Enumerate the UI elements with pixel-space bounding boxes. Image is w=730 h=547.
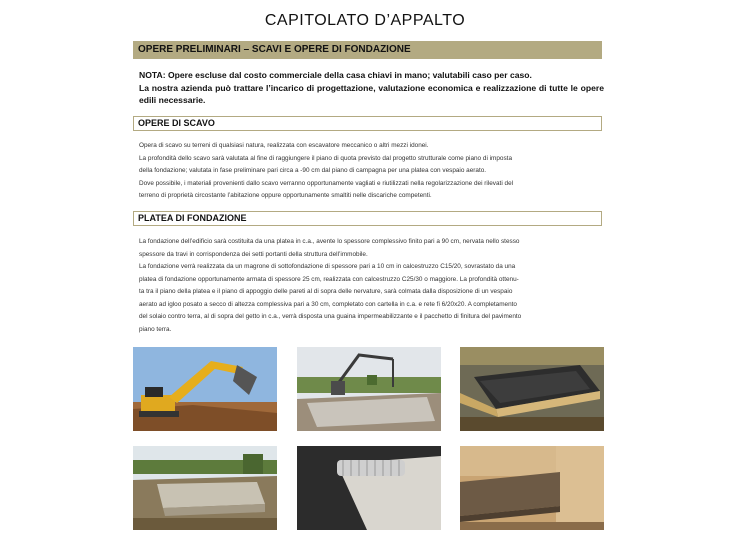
scavo-line: terreno di proprietà circostante l’abitazione oppure opportunamente smaltiti nelle discariche competenti. bbox=[139, 192, 432, 199]
paragraph-scavo bbox=[139, 140, 604, 203]
nota-line-1: NOTA: Opere escluse dal costo commerciale della casa chiavi in mano; valutabili caso per caso. bbox=[139, 70, 532, 80]
photo-excavator bbox=[133, 347, 277, 431]
scavo-line: Dove possibile, i materiali provenienti dallo scavo verranno opportunamente vagliati e riutilizzati nella regolarizzazione dei rilevati del bbox=[139, 179, 514, 187]
platea-line: del solaio contro terra, al di sopra del getto in c.a., verrà disposta una guaina impermeabilizzante e il pacchetto di finitura del pavimento bbox=[139, 313, 522, 320]
platea-line: platea di fondazione opportunamente armata di spessore 25 cm, realizzata con calcestruzzo C25/30 o maggiore. La profondità ottenu- bbox=[139, 275, 519, 283]
photo-wood-wall-detail bbox=[460, 446, 604, 530]
section-heading-main: OPERE PRELIMINARI – SCAVI E OPERE DI FONDAZIONE bbox=[133, 41, 602, 59]
photo-concrete-pump bbox=[297, 347, 441, 431]
heading-platea-di-fondazione: PLATEA DI FONDAZIONE bbox=[133, 211, 602, 226]
platea-line: ta tra il piano della platea e il piano di appoggio delle pareti al di sopra delle nervature, sarà colmata dalla disposizione di un vespaio bbox=[139, 288, 513, 295]
photo-igloo-formwork bbox=[460, 347, 604, 431]
paragraph-platea bbox=[139, 236, 604, 336]
heading-opere-di-scavo: OPERE DI SCAVO bbox=[133, 116, 602, 131]
scavo-line: della fondazione; valutata in fase preliminare pari circa a -90 cm dal piano di campagna per una platea con vespaio aerato. bbox=[139, 167, 487, 174]
platea-line: La fondazione verrà realizzata da un magrone di sottofondazione di spessore pari a 10 cm in calcestruzzo C15/20, sovrastato da una bbox=[139, 263, 516, 270]
scavo-line: La profondità dello scavo sarà valutata al fine di raggiungere il piano di quota previsto dal progetto strutturale come piano di imposta bbox=[139, 154, 513, 162]
platea-line: piano terra. bbox=[139, 325, 172, 333]
platea-line: aerato ad igloo posato a secco di altezza complessiva pari a 30 cm, completato con cartella in c.a. e rete fi 6/20x20. A completamento bbox=[139, 300, 517, 308]
platea-line: spessore da travi in corrispondenza dei setti portanti della struttura dell’immobile. bbox=[139, 250, 368, 258]
nota-block bbox=[139, 69, 604, 107]
document-title: CAPITOLATO D’APPALTO bbox=[264, 12, 466, 29]
photo-waterproof-membrane bbox=[297, 446, 441, 530]
nota-line-2: La nostra azienda può trattare l’incarico di progettazione, valutazione economica e realizzazione di tutte le opere edili necessarie. bbox=[139, 82, 604, 105]
platea-line: La fondazione dell’edificio sarà costituita da una platea in c.a., avente lo spessore complessivo finito pari a 90 cm, nervata nello stesso bbox=[139, 238, 520, 245]
photo-foundation-slab bbox=[133, 446, 277, 530]
scavo-line: Opera di scavo su terreni di qualsiasi natura, realizzata con escavatore meccanico o altri mezzi idonei. bbox=[139, 142, 429, 149]
